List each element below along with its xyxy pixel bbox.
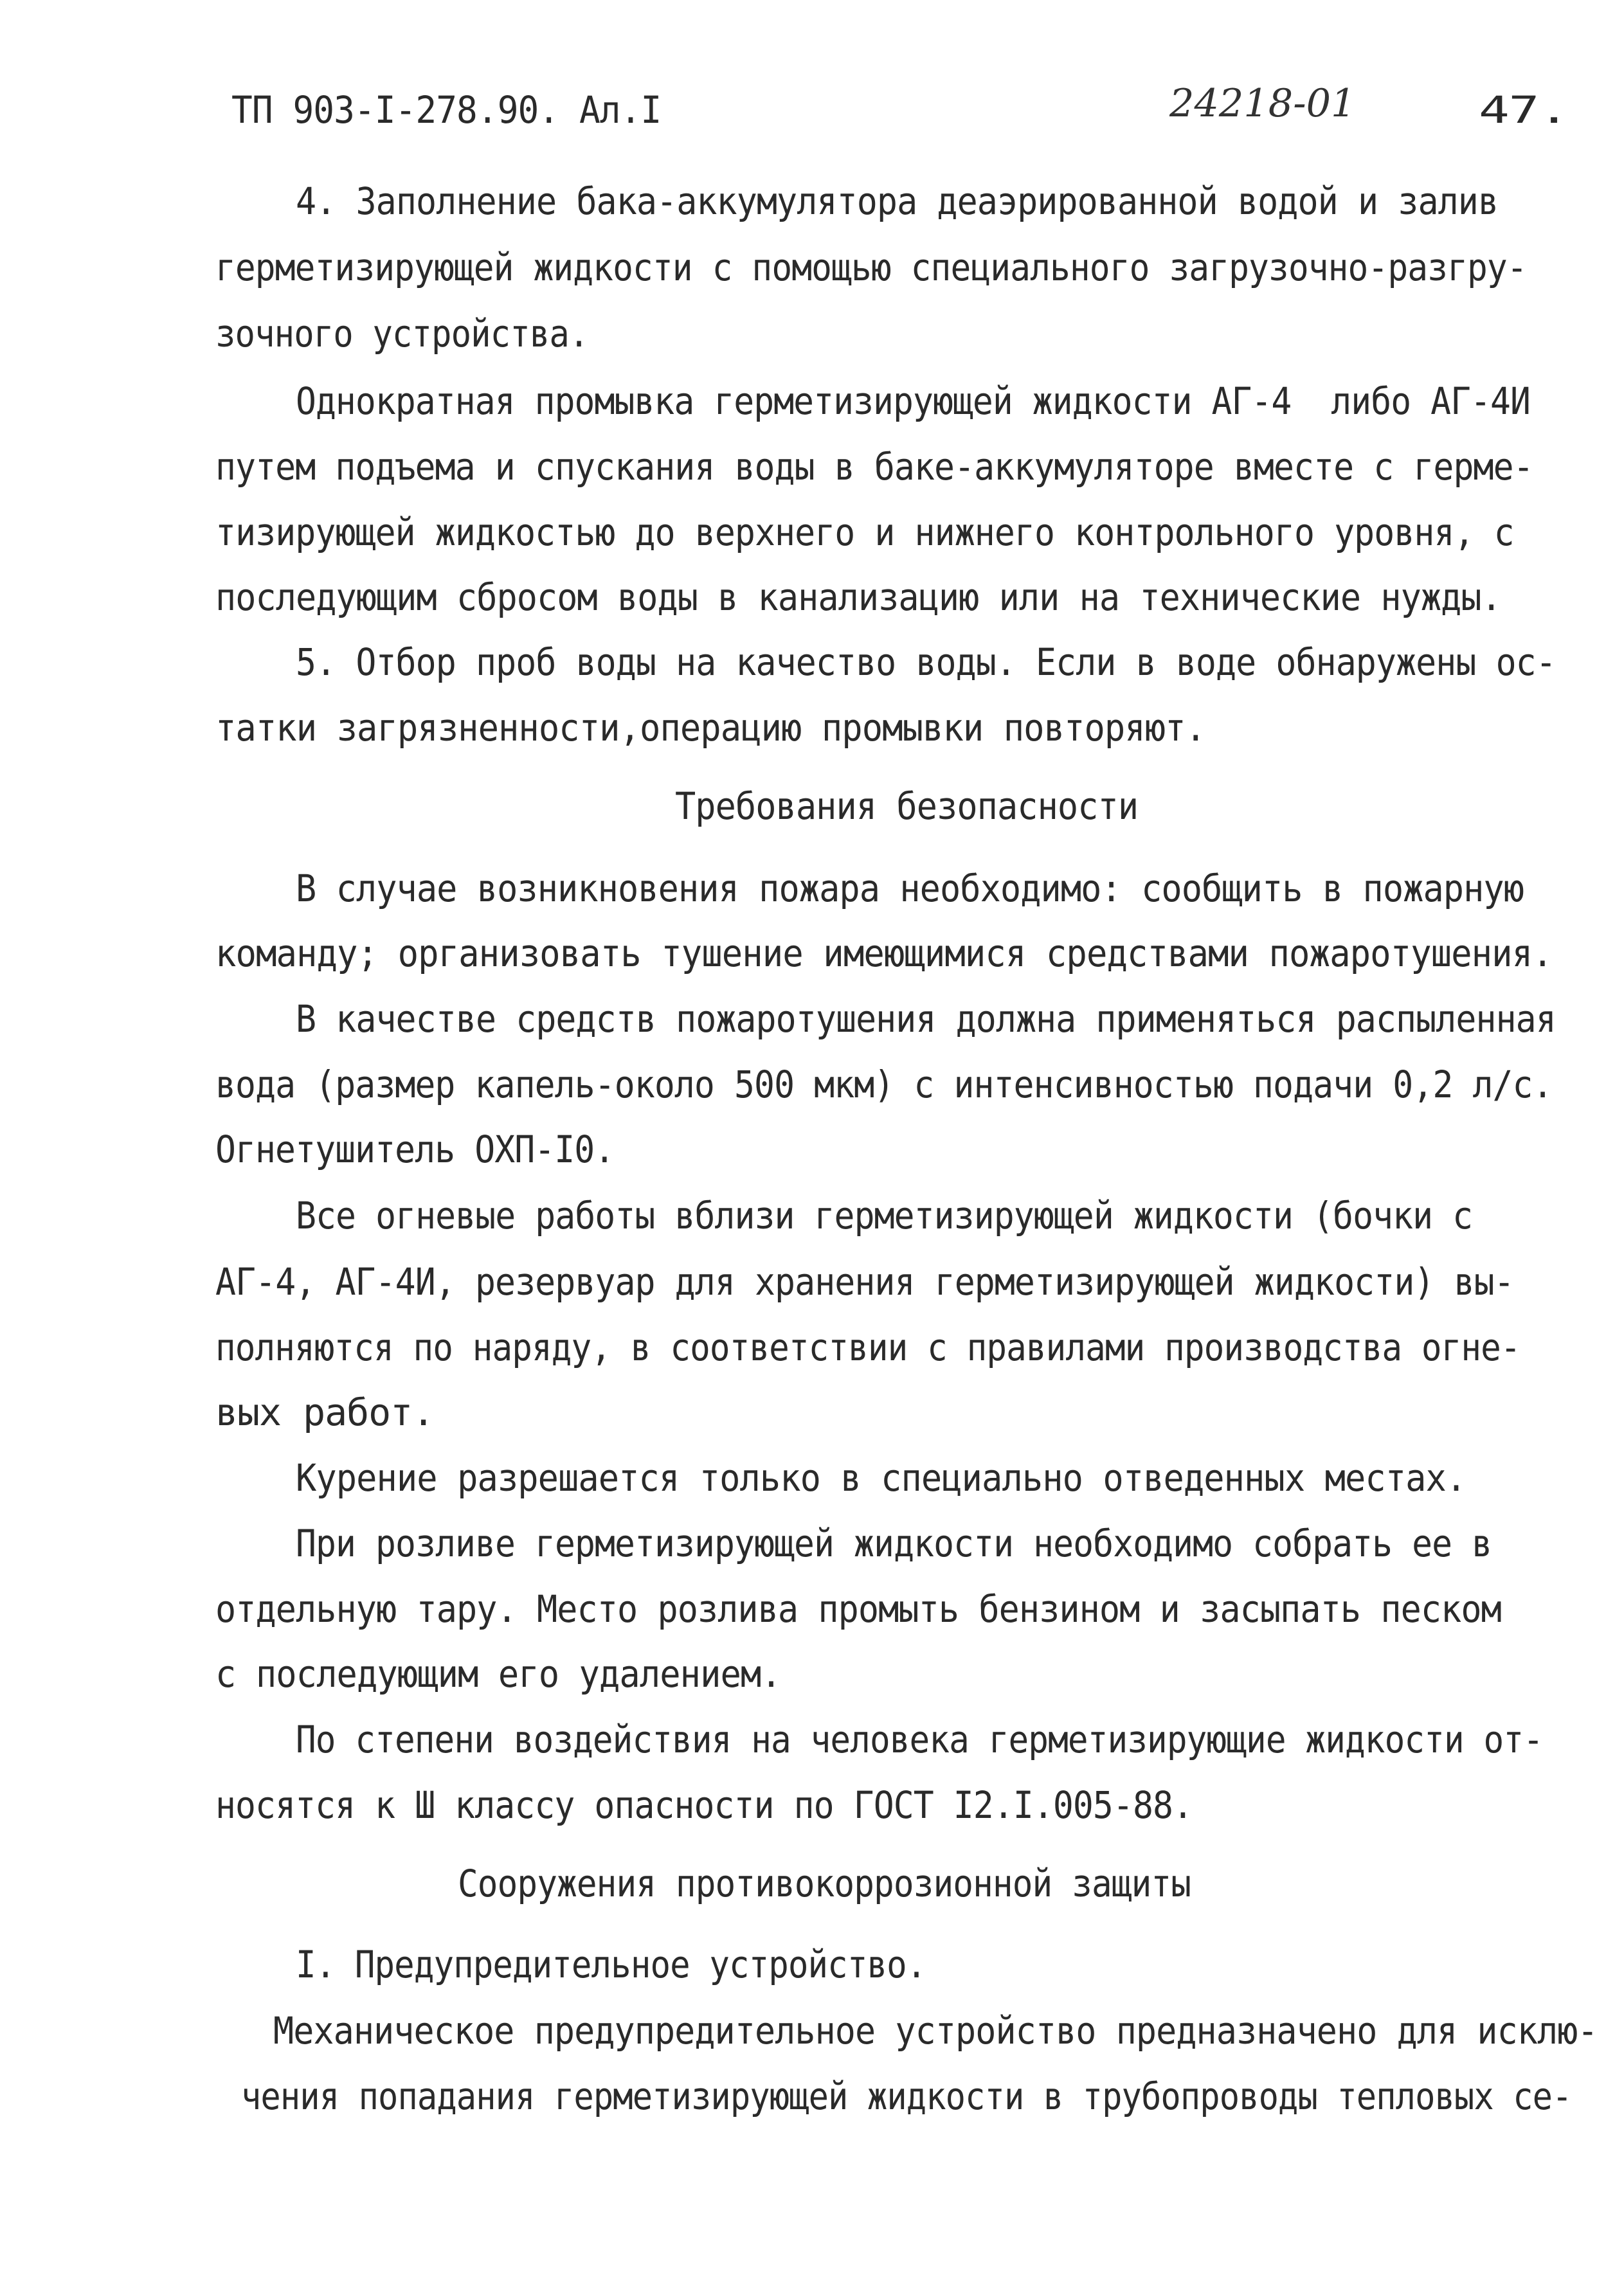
paragraph-5-line-2: вода (размер капель-около 500 мкм) с интенсивностью подачи 0,2 л/с.	[215, 1063, 1553, 1106]
paragraph-5-line-3: Огнетушитель ОХП-I0.	[215, 1128, 615, 1171]
paragraph-7-line-1: Курение разрешается только в специально отведенных местах.	[296, 1456, 1466, 1500]
paragraph-1-line-1: 4. Заполнение бака-аккумулятора деаэрированной водой и залив	[296, 179, 1499, 223]
paragraph-8-line-1: При розливе герметизирующей жидкости необходимо собрать ее в	[296, 1522, 1492, 1565]
section-heading-anticorrosion: Сооружения противокоррозионной защиты	[458, 1862, 1191, 1905]
paragraph-6-line-1: Все огневые работы вблизи герметизирующей жидкости (бочки с	[296, 1194, 1473, 1237]
paragraph-1-line-3: зочного устройства.	[215, 312, 589, 355]
paragraph-4-line-2: команду; организовать тушение имеющимися средствами пожаротушения.	[215, 931, 1553, 975]
page-number: 47.	[1479, 88, 1569, 132]
paragraph-6-line-3: полняются по наряду, в соответствии с правилами производства огне-	[215, 1326, 1520, 1369]
paragraph-8-line-2: отдельную тару. Место розлива промыть бензином и засыпать песком	[215, 1587, 1501, 1631]
paragraph-4-line-1: В случае возникновения пожара необходимо: сообщить в пожарную	[296, 867, 1524, 910]
header-doc-number: 24218-01	[1169, 81, 1356, 126]
paragraph-6-line-4: вых работ.	[215, 1390, 435, 1434]
paragraph-10-line-1: I. Предупредительное устройство.	[296, 1943, 926, 1986]
section-heading-safety: Требования безопасности	[675, 784, 1139, 828]
paragraph-2-line-4: последующим сбросом воды в канализацию или на технические нужды.	[215, 575, 1501, 619]
paragraph-1-line-2: герметизирующей жидкости с помощью специального загрузочно-разгру-	[215, 246, 1527, 289]
header-designation: ТП 903-I-278.90. Ал.I	[231, 88, 662, 132]
paragraph-8-line-3: с последующим его удалением.	[215, 1652, 781, 1696]
paragraph-9-line-1: По степени воздействия на человека герметизирующие жидкости от-	[296, 1718, 1543, 1761]
paragraph-6-line-2: АГ-4, АГ-4И, резервуар для хранения герметизирующей жидкости) вы-	[215, 1260, 1514, 1304]
paragraph-2-line-2: путем подъема и спускания воды в баке-аккумуляторе вместе с герме-	[215, 445, 1533, 489]
paragraph-2-line-1: Однократная промывка герметизирующей жидкости АГ-4 либо АГ-4И	[296, 379, 1530, 423]
paragraph-11-line-2: чения попадания герметизирующей жидкости в трубопроводы тепловых се-	[241, 2074, 1572, 2118]
paragraph-2-line-3: тизирующей жидкостью до верхнего и нижнего контрольного уровня, с	[215, 510, 1514, 554]
paragraph-3-line-2: татки загрязненности,операцию промывки повторяют.	[215, 706, 1206, 750]
paragraph-9-line-2: носятся к Ш классу опасности по ГОСТ I2.I.005-88.	[215, 1783, 1193, 1827]
paragraph-3-line-1: 5. Отбор проб воды на качество воды. Если в воде обнаружены ос-	[296, 640, 1556, 684]
paragraph-5-line-1: В качестве средств пожаротушения должна применяться распыленная	[296, 997, 1556, 1041]
paragraph-11-line-1: Механическое предупредительное устройство предназначено для исклю-	[273, 2009, 1598, 2053]
